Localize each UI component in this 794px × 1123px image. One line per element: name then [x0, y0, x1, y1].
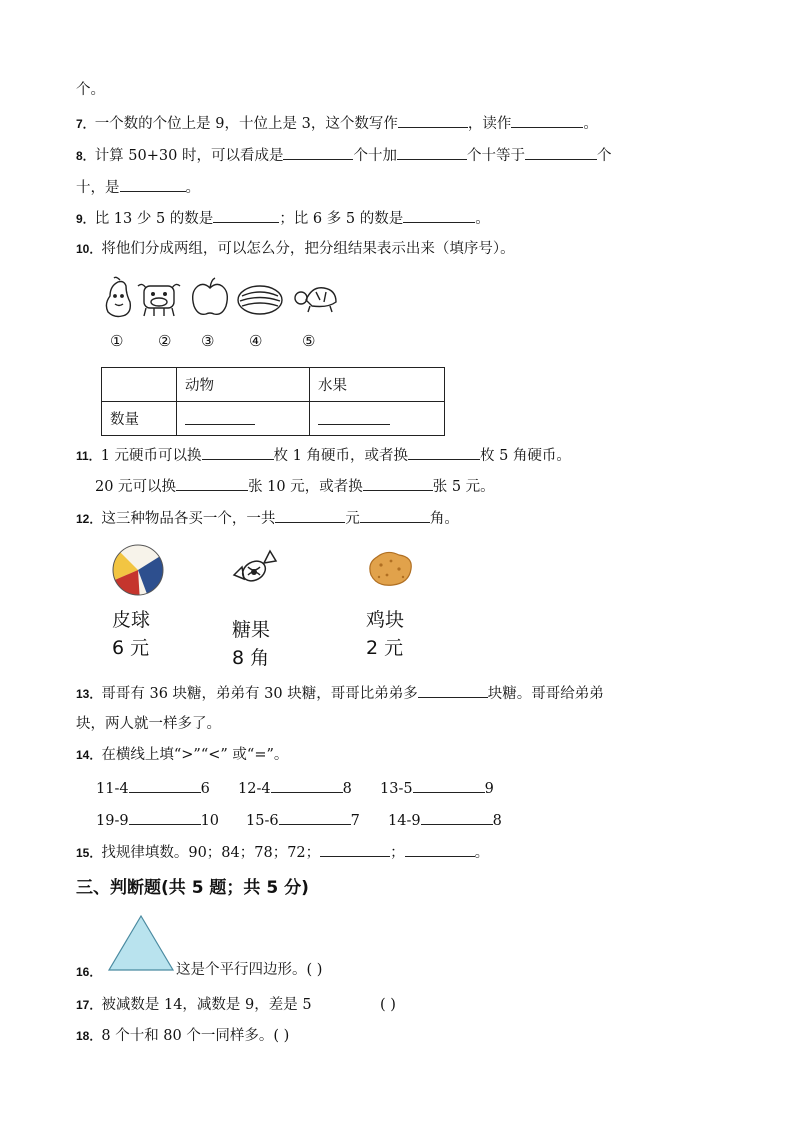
table-cell-animal[interactable]: [177, 402, 310, 436]
answer-blank[interactable]: [408, 444, 480, 460]
expr-left: 12-4: [238, 781, 271, 797]
compare-3: [380, 777, 494, 799]
compare-1: [96, 777, 210, 799]
question-text: 被减数是 14，减数是 9，差是 5: [101, 997, 312, 1013]
question-number: 13．: [76, 687, 102, 701]
marker-5: ⑤: [302, 332, 316, 350]
question-text: 枚 5 角硬币。: [479, 448, 571, 464]
question-text: ；: [390, 845, 405, 861]
table-cell-fruit[interactable]: [310, 402, 445, 436]
grouping-table: [101, 367, 445, 436]
question-17: [76, 995, 312, 1015]
table-row-label: 数量: [102, 402, 177, 436]
answer-blank[interactable]: [271, 777, 343, 793]
answer-blank[interactable]: [213, 207, 279, 223]
answer-blank[interactable]: [318, 409, 390, 425]
question-16: 这是个平行四边形。( ): [176, 962, 323, 978]
table-header-fruit: 水果: [310, 368, 445, 402]
item-price-candy: 8 角: [232, 647, 270, 669]
question-number: 16．: [76, 965, 102, 979]
question-number: 9．: [76, 212, 95, 226]
question-text: 。: [474, 845, 490, 861]
question-text: 20 元可以换: [95, 479, 177, 495]
question-text: 1 元硬币可以换: [100, 448, 202, 464]
expr-right: 10: [200, 813, 220, 829]
question-11: [76, 444, 571, 466]
answer-blank[interactable]: [129, 777, 201, 793]
question-number: 14．: [76, 748, 102, 762]
question-text: 个十等于: [466, 148, 525, 164]
question-text: 比 13 少 5 的数是: [94, 211, 214, 227]
question-number: 11．: [76, 449, 101, 463]
answer-blank[interactable]: [185, 409, 255, 425]
item-name-nugget: 鸡块: [366, 609, 405, 631]
item-price-ball: 6 元: [112, 637, 150, 659]
answer-blank[interactable]: [397, 144, 467, 160]
question-number: 15．: [76, 846, 102, 860]
question-text: 张 5 元。: [432, 479, 495, 495]
answer-blank[interactable]: [421, 809, 493, 825]
compare-5: [246, 809, 360, 831]
compare-4: [96, 809, 219, 831]
question-text: 。: [185, 180, 200, 196]
question-13-cont: 块，两人就一样多了。: [76, 716, 221, 732]
question-8-cont: [76, 176, 200, 198]
question-text: 个: [596, 148, 612, 164]
question-text: 张 10 元，或者换: [248, 479, 363, 495]
question-8: [76, 144, 611, 166]
candy-icon: [226, 545, 286, 597]
answer-blank[interactable]: [120, 176, 186, 192]
question-14: [76, 745, 288, 765]
question-text: 8 个十和 80 个一同样多。( ): [101, 1028, 290, 1044]
expr-right: 8: [492, 813, 502, 829]
item-name-ball: 皮球: [112, 609, 151, 631]
answer-blank[interactable]: [398, 112, 468, 128]
answer-blank[interactable]: [405, 841, 475, 857]
answer-blank[interactable]: [360, 507, 430, 523]
question-15: [76, 841, 489, 863]
pear-icon: [106, 277, 130, 316]
section-heading: [76, 873, 309, 898]
apple-icon: [193, 278, 228, 314]
expr-left: 15-6: [246, 813, 279, 829]
question-text: 枚 1 角硬币，或者换: [273, 448, 408, 464]
answer-blank[interactable]: [279, 809, 351, 825]
expr-left: 14-9: [388, 813, 421, 829]
question-number: 12．: [76, 512, 102, 526]
answer-blank[interactable]: [202, 444, 274, 460]
question-text: 在横线上填“>”“<” 或“=”。: [101, 747, 289, 763]
question-16-number: [76, 962, 101, 982]
triangle-figure: [106, 914, 176, 974]
answer-blank[interactable]: [283, 144, 353, 160]
judge-parentheses[interactable]: ( ): [380, 997, 396, 1013]
expr-right: 7: [350, 813, 360, 829]
question-text: 将他们分成两组，可以怎么分，把分组结果表示出来（填序号）。: [101, 241, 515, 257]
ball-icon: [110, 542, 170, 598]
question-text: 十，是: [76, 180, 120, 196]
marker-3: ③: [201, 332, 215, 350]
question-12: [76, 507, 459, 529]
answer-blank[interactable]: [129, 809, 201, 825]
question-text: 元: [345, 511, 360, 527]
answer-blank[interactable]: [363, 475, 433, 491]
chicken-nugget-icon: [365, 545, 417, 591]
question-text: 个十加: [353, 148, 397, 164]
question-text: 计算 50+30 时，可以看成是: [94, 148, 284, 164]
table-header-animal: 动物: [177, 368, 310, 402]
prev-question-tail: 个。: [76, 82, 105, 98]
answer-blank[interactable]: [511, 112, 583, 128]
expr-right: 8: [342, 781, 352, 797]
expr-right: 6: [200, 781, 210, 797]
answer-blank[interactable]: [525, 144, 597, 160]
expr-left: 19-9: [96, 813, 129, 829]
question-text: 角。: [429, 511, 459, 527]
question-text: 。: [475, 211, 490, 227]
answer-blank[interactable]: [403, 207, 475, 223]
question-13: [76, 682, 642, 704]
watermelon-icon: [238, 286, 282, 314]
question-number: 10．: [76, 242, 102, 256]
compare-2: [238, 777, 352, 799]
marker-2: ②: [158, 332, 172, 350]
answer-blank[interactable]: [275, 507, 345, 523]
answer-blank[interactable]: [176, 475, 248, 491]
question-11-cont: [95, 475, 495, 497]
expr-left: 13-5: [380, 781, 413, 797]
question-18: [76, 1026, 289, 1046]
question-text: 一个数的个位上是 9，十位上是 3，这个数写作: [94, 116, 398, 132]
section-title: 三、判断题(共 5 题；共 5 分): [76, 878, 309, 898]
question-text: ，读作: [467, 116, 512, 132]
question-number: 18．: [76, 1029, 102, 1043]
question-text: 这三种物品各买一个，一共: [101, 511, 276, 527]
question-number: 8．: [76, 149, 95, 163]
compare-6: [388, 809, 502, 831]
answer-blank[interactable]: [413, 777, 485, 793]
question-10: [76, 239, 515, 259]
question-number: 17．: [76, 998, 102, 1012]
question-text: 。: [583, 116, 598, 132]
turtle-icon: [295, 288, 336, 312]
question-text: 块糖。哥哥给弟弟: [487, 686, 604, 702]
expr-right: 9: [484, 781, 494, 797]
item-price-nugget: 2 元: [366, 637, 404, 659]
cow-icon: [138, 284, 180, 316]
marker-1: ①: [110, 332, 124, 350]
marker-4: ④: [249, 332, 263, 350]
q10-pictures: [98, 274, 348, 324]
question-text: 找规律填数。90；84；78；72；: [101, 845, 321, 861]
question-text: ；比 6 多 5 的数是: [279, 211, 404, 227]
table-corner: [102, 368, 177, 402]
question-9: [76, 207, 490, 229]
question-number: 7．: [76, 117, 95, 131]
answer-blank[interactable]: [320, 841, 390, 857]
question-text: 哥哥有 36 块糖，弟弟有 30 块糖，哥哥比弟弟多: [101, 686, 418, 702]
item-name-candy: 糖果: [232, 619, 271, 641]
question-7: [76, 112, 598, 134]
answer-blank[interactable]: [418, 682, 488, 698]
expr-left: 11-4: [96, 781, 129, 797]
